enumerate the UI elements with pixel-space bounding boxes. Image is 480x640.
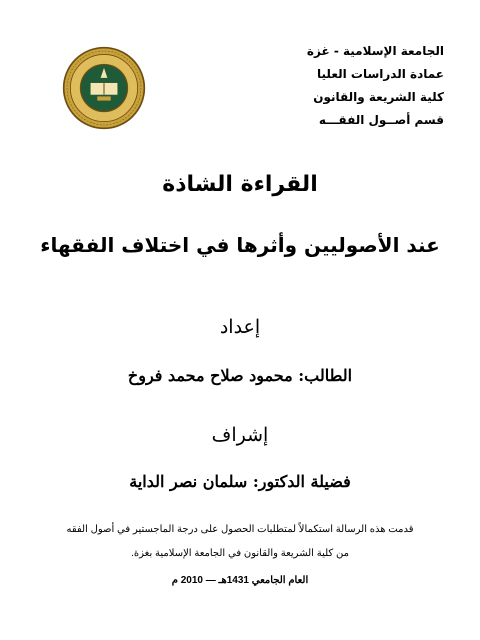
faculty-name: كلية الشريعة والقانون	[313, 90, 444, 104]
submission-note-line1: قدمت هذه الرسالة استكمالاً لمتطلبات الحصول على درجة الماجستير في أصول الفقه	[66, 524, 414, 535]
institution-header	[244, 40, 444, 132]
supervision-label: إشراف	[211, 424, 269, 446]
thesis-title-main: القراءة الشاذة	[162, 172, 318, 197]
department-name: قسم أصــول الفقـــه	[318, 113, 444, 127]
academic-year: العام الجامعي 1431هـ — 2010 م	[171, 575, 309, 586]
thesis-title-sub: عند الأصوليين وأثرها في اختلاف الفقهاء	[40, 233, 440, 257]
student-name: الطالب: محمود صلاح محمد فروخ	[127, 366, 353, 385]
submission-note-line2: من كلية الشريعة والقانون في الجامعة الإسلامية بغزة.	[131, 548, 349, 559]
supervisor-name: فضيلة الدكتور: سلمان نصر الداية	[129, 472, 351, 491]
university-seal-icon	[62, 46, 146, 130]
university-name: الجامعة الإسلامية - غزة	[306, 44, 444, 58]
preparation-label: إعداد	[219, 316, 261, 338]
deanship-name: عمادة الدراسات العليا	[317, 67, 444, 81]
